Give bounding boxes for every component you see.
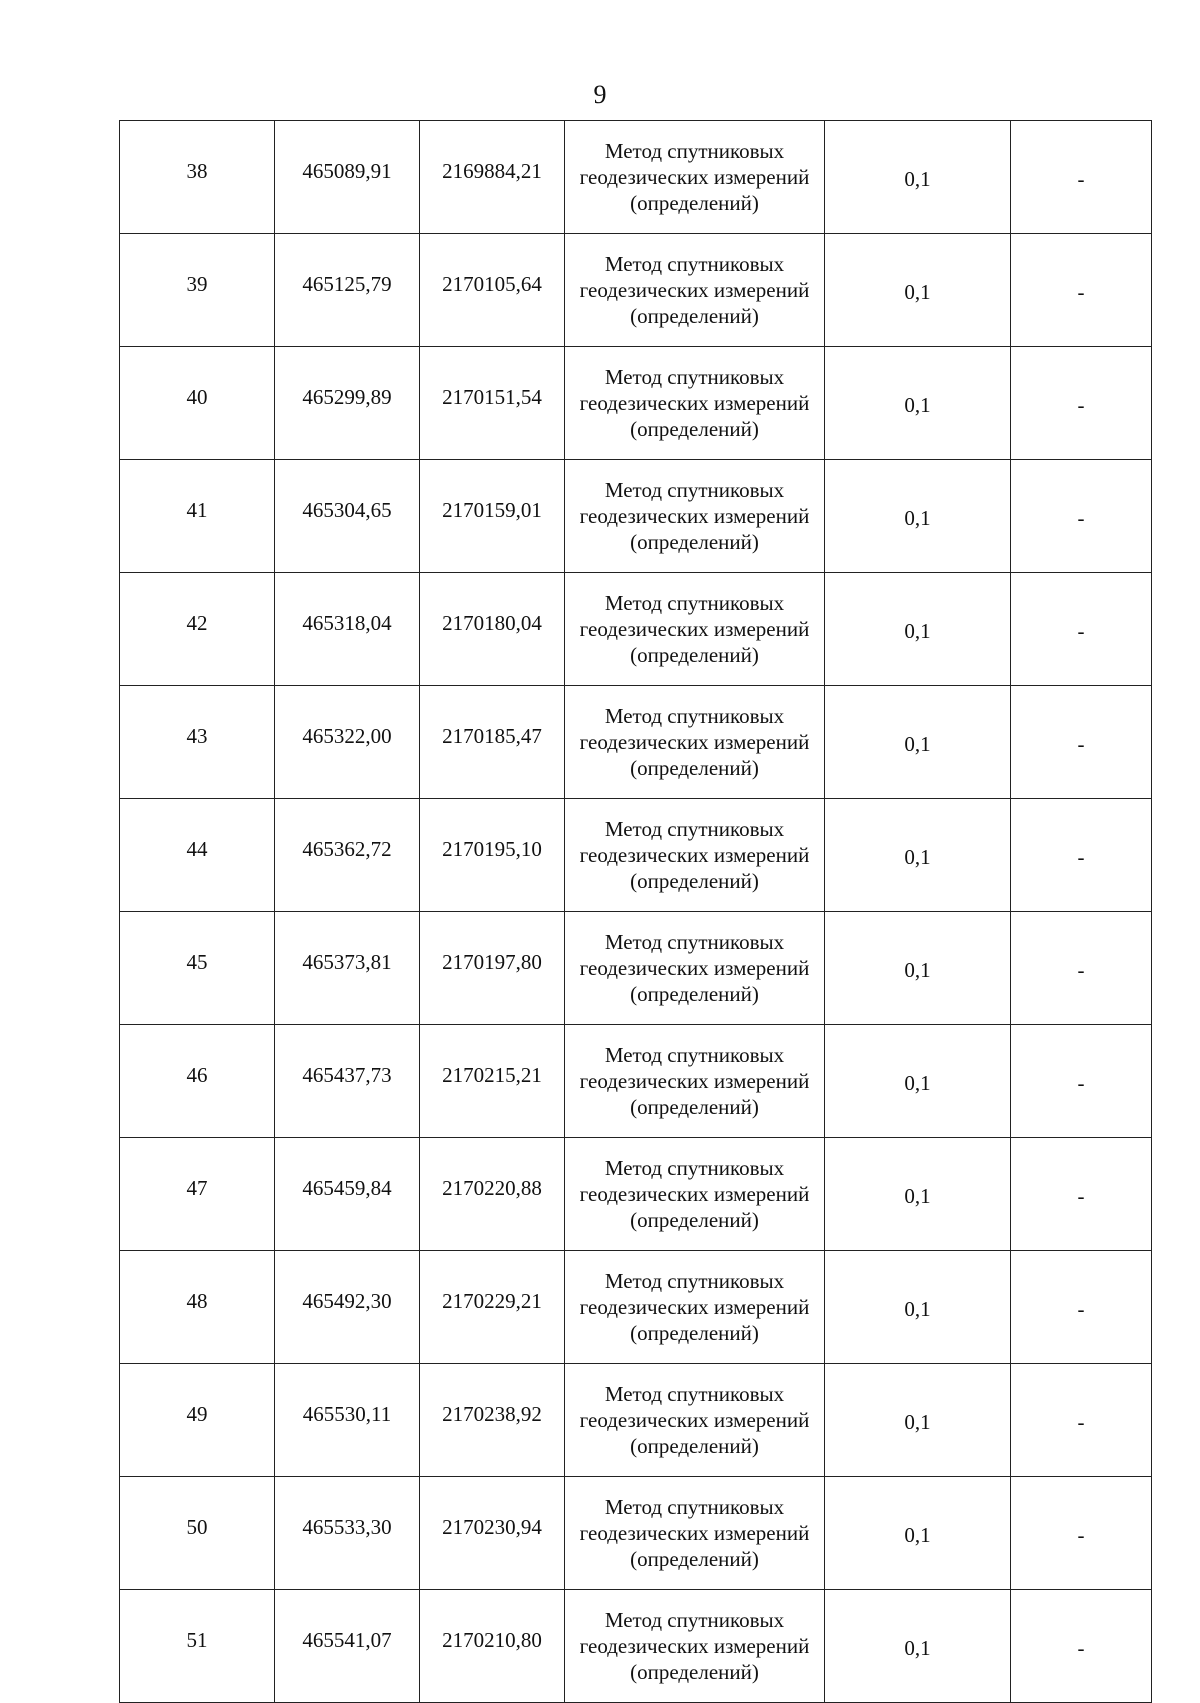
method-line: Метод спутниковых <box>604 1269 785 1293</box>
method-line: (определений) <box>630 1321 759 1345</box>
coordinate-y-cell <box>420 1138 565 1251</box>
method-cell <box>565 460 825 573</box>
coordinate-x-cell <box>275 121 420 234</box>
description-text: - <box>1077 1184 1085 1208</box>
point-number-text: 39 <box>186 272 208 296</box>
coordinate-y-text: 2170238,92 <box>442 1402 542 1426</box>
method-line: Метод спутниковых <box>604 1156 785 1180</box>
accuracy-cell <box>825 1364 1011 1477</box>
description-cell <box>1011 347 1152 460</box>
coordinate-y-cell <box>420 1364 565 1477</box>
method-line: (определений) <box>630 982 759 1006</box>
coordinate-y-cell <box>420 347 565 460</box>
method-line: геодезических измерений <box>579 391 810 415</box>
table-row <box>120 347 1152 460</box>
point-number-cell <box>120 686 275 799</box>
method-line: (определений) <box>630 1208 759 1232</box>
point-number-cell <box>120 1364 275 1477</box>
coordinate-x-cell <box>275 234 420 347</box>
method-cell <box>565 1251 825 1364</box>
coordinate-y-cell <box>420 1025 565 1138</box>
method-line: геодезических измерений <box>579 1182 810 1206</box>
accuracy-cell <box>825 1138 1011 1251</box>
accuracy-cell <box>825 1251 1011 1364</box>
coordinate-y-cell <box>420 799 565 912</box>
method-line: геодезических измерений <box>579 278 810 302</box>
description-cell <box>1011 573 1152 686</box>
coordinate-x-cell <box>275 460 420 573</box>
coordinate-x-cell <box>275 799 420 912</box>
accuracy-text: 0,1 <box>904 1523 931 1547</box>
coordinate-y-text: 2170151,54 <box>442 385 542 409</box>
coordinate-x-text: 465299,89 <box>302 385 392 409</box>
method-cell <box>565 1138 825 1251</box>
coordinate-x-cell <box>275 1138 420 1251</box>
method-cell <box>565 1590 825 1703</box>
method-line: геодезических измерений <box>579 1521 810 1545</box>
coordinate-x-cell <box>275 573 420 686</box>
accuracy-text: 0,1 <box>904 619 931 643</box>
point-number-text: 45 <box>186 950 208 974</box>
coordinate-x-text: 465318,04 <box>302 611 392 635</box>
description-text: - <box>1077 619 1085 643</box>
table-row <box>120 460 1152 573</box>
method-line: Метод спутниковых <box>604 930 785 954</box>
coordinate-y-cell <box>420 121 565 234</box>
method-line: Метод спутниковых <box>604 365 785 389</box>
coordinate-y-cell <box>420 460 565 573</box>
method-line: Метод спутниковых <box>604 1495 785 1519</box>
description-cell <box>1011 121 1152 234</box>
coordinate-y-text: 2170159,01 <box>442 498 542 522</box>
method-line: (определений) <box>630 1547 759 1571</box>
description-cell <box>1011 912 1152 1025</box>
accuracy-text: 0,1 <box>904 1636 931 1660</box>
description-cell <box>1011 1477 1152 1590</box>
table-body <box>120 121 1152 1703</box>
method-line: геодезических измерений <box>579 1408 810 1432</box>
method-cell <box>565 799 825 912</box>
coordinate-x-cell <box>275 1364 420 1477</box>
point-number-cell <box>120 573 275 686</box>
method-line: (определений) <box>630 191 759 215</box>
method-line: (определений) <box>630 1095 759 1119</box>
point-number-cell <box>120 1138 275 1251</box>
point-number-text: 46 <box>186 1063 208 1087</box>
method-line: геодезических измерений <box>579 956 810 980</box>
coordinate-x-cell <box>275 1477 420 1590</box>
description-text: - <box>1077 393 1085 417</box>
method-line: Метод спутниковых <box>604 1382 785 1406</box>
table-row <box>120 1251 1152 1364</box>
method-line: Метод спутниковых <box>604 704 785 728</box>
coordinate-y-cell <box>420 1251 565 1364</box>
description-text: - <box>1077 1410 1085 1434</box>
method-cell <box>565 686 825 799</box>
accuracy-cell <box>825 1025 1011 1138</box>
description-cell <box>1011 234 1152 347</box>
description-text: - <box>1077 280 1085 304</box>
method-line: (определений) <box>630 1660 759 1684</box>
point-number-text: 49 <box>186 1402 208 1426</box>
description-cell <box>1011 1138 1152 1251</box>
accuracy-cell <box>825 573 1011 686</box>
accuracy-cell <box>825 234 1011 347</box>
coordinate-x-text: 465322,00 <box>302 724 392 748</box>
coordinate-y-cell <box>420 912 565 1025</box>
method-cell <box>565 347 825 460</box>
table-row <box>120 1025 1152 1138</box>
point-number-cell <box>120 121 275 234</box>
method-line: геодезических измерений <box>579 843 810 867</box>
method-line: Метод спутниковых <box>604 1608 785 1632</box>
accuracy-text: 0,1 <box>904 393 931 417</box>
coordinate-y-text: 2170229,21 <box>442 1289 542 1313</box>
coordinate-x-text: 465125,79 <box>302 272 392 296</box>
page-number: 9 <box>593 80 607 109</box>
accuracy-text: 0,1 <box>904 958 931 982</box>
coordinate-y-text: 2170220,88 <box>442 1176 542 1200</box>
method-cell <box>565 1364 825 1477</box>
coordinate-y-text: 2170210,80 <box>442 1628 542 1652</box>
point-number-cell <box>120 1025 275 1138</box>
point-number-cell <box>120 234 275 347</box>
accuracy-text: 0,1 <box>904 1184 931 1208</box>
coordinate-x-cell <box>275 1590 420 1703</box>
coordinate-y-text: 2170215,21 <box>442 1063 542 1087</box>
method-line: (определений) <box>630 643 759 667</box>
coordinate-y-cell <box>420 686 565 799</box>
table-row <box>120 1364 1152 1477</box>
method-cell <box>565 573 825 686</box>
method-cell <box>565 1025 825 1138</box>
accuracy-cell <box>825 1477 1011 1590</box>
description-text: - <box>1077 1297 1085 1321</box>
point-number-text: 47 <box>186 1176 208 1200</box>
table-row <box>120 121 1152 234</box>
coordinate-y-cell <box>420 1477 565 1590</box>
coordinate-x-text: 465373,81 <box>302 950 392 974</box>
description-cell <box>1011 799 1152 912</box>
description-cell <box>1011 1025 1152 1138</box>
table-row <box>120 573 1152 686</box>
description-cell <box>1011 1590 1152 1703</box>
coordinate-x-cell <box>275 1025 420 1138</box>
description-cell <box>1011 1251 1152 1364</box>
method-line: (определений) <box>630 417 759 441</box>
method-line: геодезических измерений <box>579 1634 810 1658</box>
accuracy-text: 0,1 <box>904 280 931 304</box>
accuracy-cell <box>825 686 1011 799</box>
point-number-text: 41 <box>186 498 208 522</box>
coordinate-x-text: 465459,84 <box>302 1176 392 1200</box>
description-text: - <box>1077 1071 1085 1095</box>
accuracy-text: 0,1 <box>904 845 931 869</box>
method-line: (определений) <box>630 1434 759 1458</box>
coordinate-y-text: 2170185,47 <box>442 724 542 748</box>
point-number-cell <box>120 1251 275 1364</box>
method-cell <box>565 121 825 234</box>
coordinate-y-text: 2170105,64 <box>442 272 542 296</box>
coordinate-x-cell <box>275 1251 420 1364</box>
coordinate-x-text: 465362,72 <box>302 837 392 861</box>
description-cell <box>1011 460 1152 573</box>
coordinate-x-cell <box>275 912 420 1025</box>
point-number-text: 48 <box>186 1289 208 1313</box>
method-cell <box>565 912 825 1025</box>
coordinates-table <box>119 120 1152 1703</box>
table-row <box>120 912 1152 1025</box>
table-row <box>120 686 1152 799</box>
accuracy-cell <box>825 1590 1011 1703</box>
point-number-cell <box>120 1477 275 1590</box>
coordinate-y-text: 2170230,94 <box>442 1515 542 1539</box>
point-number-text: 44 <box>186 837 208 861</box>
point-number-cell <box>120 1590 275 1703</box>
point-number-text: 42 <box>186 611 208 635</box>
description-text: - <box>1077 958 1085 982</box>
description-text: - <box>1077 1636 1085 1660</box>
table-row <box>120 799 1152 912</box>
description-cell <box>1011 1364 1152 1477</box>
table-row <box>120 1590 1152 1703</box>
coordinate-x-text: 465304,65 <box>302 498 392 522</box>
method-line: геодезических измерений <box>579 165 810 189</box>
coordinate-x-text: 465492,30 <box>302 1289 392 1313</box>
coordinate-x-text: 465437,73 <box>302 1063 392 1087</box>
method-line: (определений) <box>630 304 759 328</box>
accuracy-text: 0,1 <box>904 1410 931 1434</box>
accuracy-cell <box>825 460 1011 573</box>
accuracy-text: 0,1 <box>904 1297 931 1321</box>
point-number-text: 38 <box>186 159 208 183</box>
point-number-text: 50 <box>186 1515 208 1539</box>
method-line: Метод спутниковых <box>604 478 785 502</box>
point-number-cell <box>120 912 275 1025</box>
coordinate-y-cell <box>420 1590 565 1703</box>
accuracy-cell <box>825 912 1011 1025</box>
coordinate-x-text: 465541,07 <box>302 1628 392 1652</box>
method-line: геодезических измерений <box>579 617 810 641</box>
coordinate-x-cell <box>275 686 420 799</box>
table-row <box>120 1138 1152 1251</box>
method-line: геодезических измерений <box>579 1295 810 1319</box>
method-line: (определений) <box>630 869 759 893</box>
point-number-text: 43 <box>186 724 208 748</box>
point-number-cell <box>120 799 275 912</box>
method-line: геодезических измерений <box>579 1069 810 1093</box>
coordinate-x-cell <box>275 347 420 460</box>
accuracy-cell <box>825 799 1011 912</box>
accuracy-cell <box>825 121 1011 234</box>
accuracy-text: 0,1 <box>904 506 931 530</box>
accuracy-text: 0,1 <box>904 732 931 756</box>
point-number-text: 40 <box>186 385 208 409</box>
description-text: - <box>1077 167 1085 191</box>
accuracy-text: 0,1 <box>904 1071 931 1095</box>
coordinate-x-text: 465530,11 <box>302 1402 392 1426</box>
coordinate-x-text: 465533,30 <box>302 1515 392 1539</box>
description-text: - <box>1077 1523 1085 1547</box>
method-line: Метод спутниковых <box>604 591 785 615</box>
method-line: Метод спутниковых <box>604 139 785 163</box>
accuracy-cell <box>825 347 1011 460</box>
accuracy-text: 0,1 <box>904 167 931 191</box>
coordinate-y-text: 2169884,21 <box>442 159 542 183</box>
coordinate-y-cell <box>420 573 565 686</box>
coordinate-y-text: 2170180,04 <box>442 611 542 635</box>
method-line: Метод спутниковых <box>604 252 785 276</box>
coordinate-x-text: 465089,91 <box>302 159 392 183</box>
method-line: (определений) <box>630 530 759 554</box>
description-text: - <box>1077 845 1085 869</box>
point-number-cell <box>120 460 275 573</box>
description-text: - <box>1077 732 1085 756</box>
table-row <box>120 234 1152 347</box>
method-line: геодезических измерений <box>579 730 810 754</box>
coordinate-y-text: 2170197,80 <box>442 950 542 974</box>
method-cell <box>565 234 825 347</box>
description-cell <box>1011 686 1152 799</box>
method-line: геодезических измерений <box>579 504 810 528</box>
method-line: Метод спутниковых <box>604 1043 785 1067</box>
table-row <box>120 1477 1152 1590</box>
coordinate-y-cell <box>420 234 565 347</box>
point-number-cell <box>120 347 275 460</box>
point-number-text: 51 <box>186 1628 208 1652</box>
method-line: (определений) <box>630 756 759 780</box>
method-line: Метод спутниковых <box>604 817 785 841</box>
coordinate-y-text: 2170195,10 <box>442 837 542 861</box>
description-text: - <box>1077 506 1085 530</box>
method-cell <box>565 1477 825 1590</box>
